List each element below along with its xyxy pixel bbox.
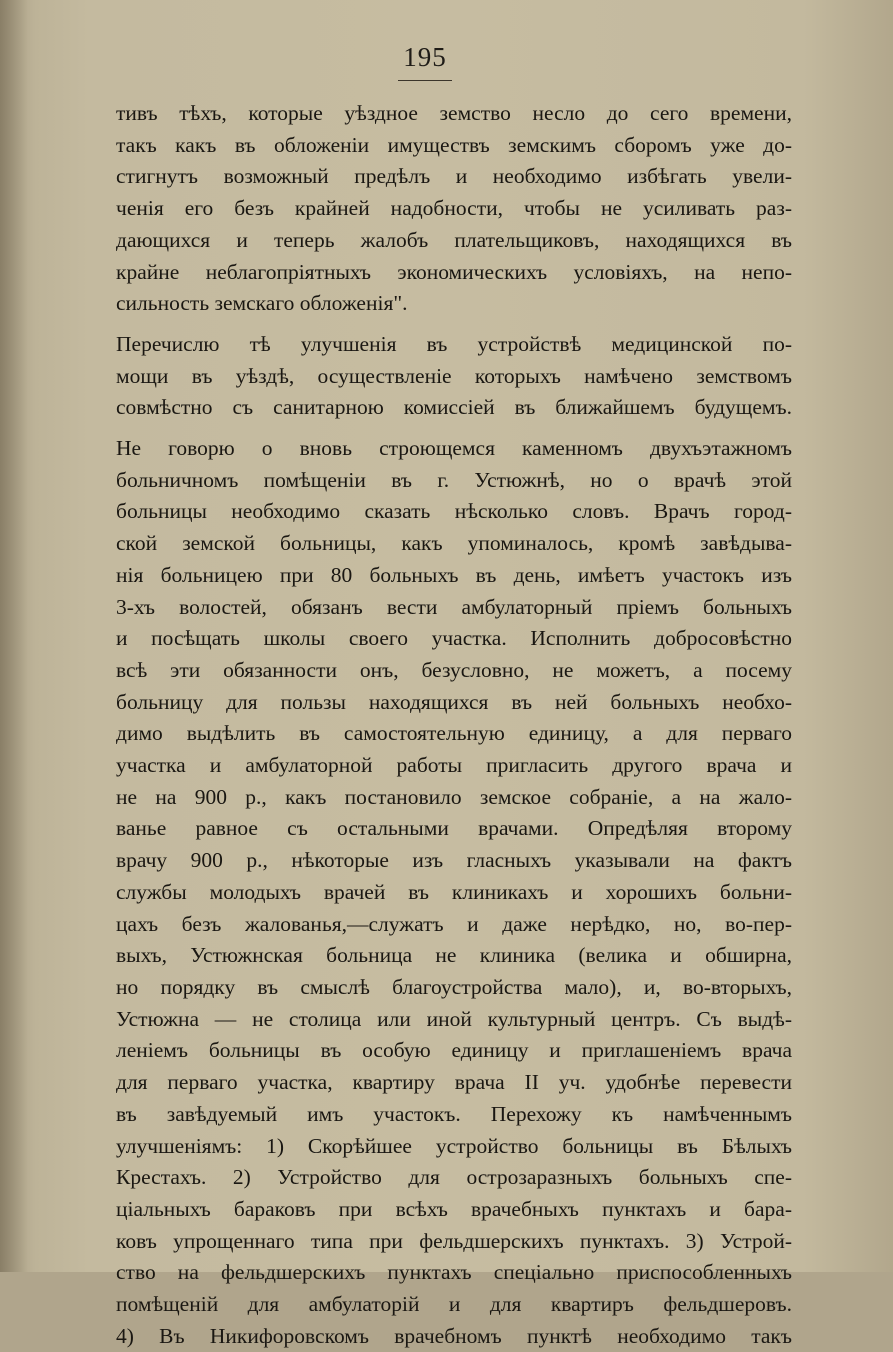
text-line: крайне неблагопріятныхъ экономическихъ условіяхъ, на непо- [116, 259, 792, 284]
text-line: и посѣщать школы своего участка. Исполнить добросовѣстно [116, 626, 792, 651]
text-line: участка и амбулаторной работы пригласить другого врача и [116, 753, 792, 778]
text-line: леніемъ больницы въ особую единицу и приглашеніемъ врача [116, 1038, 792, 1063]
paragraph-1 [116, 98, 792, 320]
text-line: ской земской больницы, какъ упоминалось, кромѣ завѣдыва- [116, 531, 792, 556]
page-number-rule [398, 80, 452, 81]
text-line: мощи въ уѣздѣ, осуществленіе которыхъ намѣчено земствомъ [116, 363, 792, 388]
paragraph-3 [116, 433, 792, 1352]
text-line: всѣ эти обязанности онъ, безусловно, не можетъ, а посему [116, 657, 792, 682]
text-line: въ завѣдуемый имъ участокъ. Перехожу къ намѣченнымъ [116, 1101, 792, 1126]
text-line: выхъ, Устюжнская больница не клиника (велика и обширна, [116, 943, 792, 968]
text-line: помѣщеній для амбулаторій и для квартиръ фельдшеровъ. [116, 1292, 792, 1317]
text-line: улучшеніямъ: 1) Скорѣйшее устройство больницы въ Бѣлыхъ [116, 1133, 792, 1158]
text-line: службы молодыхъ врачей въ клиникахъ и хорошихъ больни- [116, 879, 792, 904]
text-line: Перечислю тѣ улучшенія въ устройствѣ медицинской по- [116, 331, 792, 356]
text-line: 3-хъ волостей, обязанъ вести амбулаторный пріемъ больныхъ [116, 594, 792, 619]
body-text [116, 98, 792, 1352]
paragraph-2 [116, 329, 792, 424]
text-line: ванье равное съ остальными врачами. Опредѣляя второму [116, 816, 792, 841]
text-line: 4) Въ Никифоровскомъ врачебномъ пунктѣ необходимо такъ [116, 1323, 792, 1348]
text-line: Крестахъ. 2) Устройство для острозаразныхъ больныхъ спе- [116, 1165, 792, 1190]
text-line: цахъ безъ жалованья,—служатъ и даже нерѣдко, но, во-пер- [116, 911, 792, 936]
text-line: стигнутъ возможный предѣлъ и необходимо избѣгать увели- [116, 164, 792, 189]
text-line: сильность земскаго обложенія". [116, 291, 408, 316]
text-line: Не говорю о вновь строющемся каменномъ двухъэтажномъ [116, 436, 792, 461]
text-line: врачу 900 р., нѣкоторые изъ гласныхъ указывали на фактъ [116, 848, 792, 873]
text-line: ціальныхъ бараковъ при всѣхъ врачебныхъ пунктахъ и бара- [116, 1196, 792, 1221]
text-line: но порядку въ смыслѣ благоустройства мало), и, во-вторыхъ, [116, 974, 792, 999]
text-line: больничномъ помѣщеніи въ г. Устюжнѣ, но о врачѣ этой [116, 467, 792, 492]
text-line: не на 900 р., какъ постановило земское собраніе, а на жало- [116, 784, 792, 809]
text-line: Устюжна — не столица или иной культурный центръ. Съ выдѣ- [116, 1006, 792, 1031]
text-line: такъ какъ въ обложеніи имуществъ земскимъ сборомъ уже до- [116, 132, 792, 157]
text-line: больницы необходимо сказать нѣсколько словъ. Врачъ город- [116, 499, 792, 524]
text-line: ство на фельдшерскихъ пунктахъ спеціально приспособленныхъ [116, 1260, 792, 1285]
text-line: нія больницею при 80 больныхъ въ день, имѣетъ участокъ изъ [116, 562, 792, 587]
text-line: ковъ упрощеннаго типа при фельдшерскихъ пунктахъ. 3) Устрой- [116, 1228, 792, 1253]
text-line: ченія его безъ крайней надобности, чтобы не усиливать раз- [116, 196, 792, 221]
text-line: для перваго участка, квартиру врача II уч. удобнѣе перевести [116, 1070, 792, 1095]
text-line: больницу для пользы находящихся въ ней больныхъ необхо- [116, 689, 792, 714]
text-line: димо выдѣлить въ самостоятельную единицу, а для перваго [116, 721, 792, 746]
text-line: совмѣстно съ санитарною комиссіей въ ближайшемъ будущемъ. [116, 395, 792, 420]
text-line: дающихся и теперь жалобъ плательщиковъ, находящихся въ [116, 227, 792, 252]
page-number: 195 [403, 42, 447, 72]
text-line: тивъ тѣхъ, которые уѣздное земство несло до сего времени, [116, 101, 792, 125]
